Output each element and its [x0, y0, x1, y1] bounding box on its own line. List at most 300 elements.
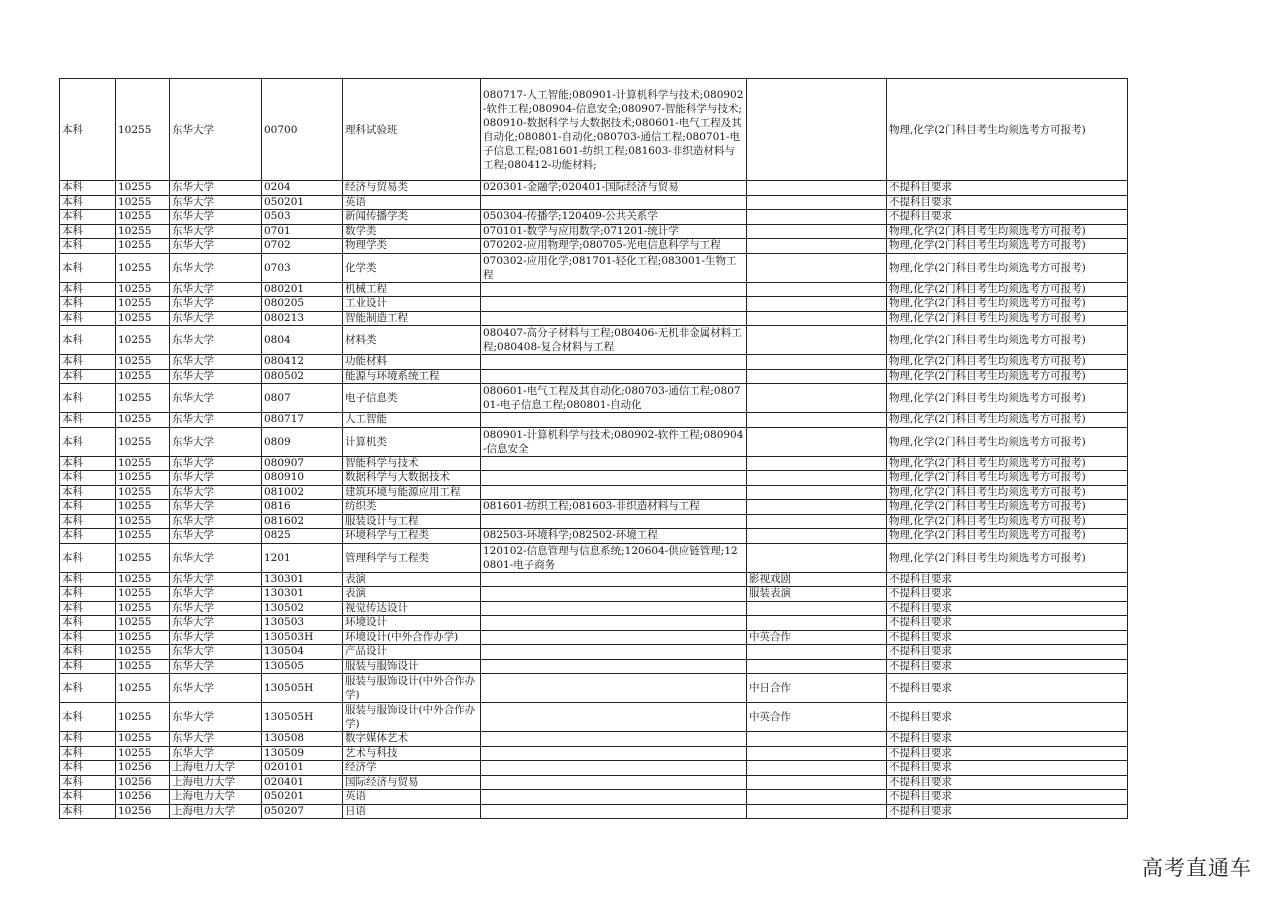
- subject-requirement-cell: 物理,化学(2门科目考生均须选考方可报考): [887, 413, 1128, 428]
- school-code-cell: 10255: [116, 297, 170, 312]
- remark-cell: [747, 384, 887, 413]
- remark-cell: [747, 471, 887, 486]
- school-code-cell: 10255: [116, 413, 170, 428]
- table-row: [60, 804, 1128, 819]
- school-name-cell: 东华大学: [170, 210, 262, 225]
- major-code-cell: 080205: [262, 297, 343, 312]
- level-cell: 本科: [60, 471, 116, 486]
- table-row: [60, 326, 1128, 355]
- school-name-cell: 东华大学: [170, 369, 262, 384]
- school-code-cell: 10255: [116, 355, 170, 370]
- subject-requirement-cell: 不提科目要求: [887, 195, 1128, 210]
- level-cell: 本科: [60, 326, 116, 355]
- major-code-cell: 0804: [262, 326, 343, 355]
- subject-requirement-cell: 物理,化学(2门科目考生均须选考方可报考): [887, 543, 1128, 572]
- remark-cell: [747, 804, 887, 819]
- subject-requirement-cell: 不提科目要求: [887, 659, 1128, 674]
- school-name-cell: 东华大学: [170, 616, 262, 631]
- school-code-cell: 10255: [116, 224, 170, 239]
- major-name-cell: 工业设计: [343, 297, 481, 312]
- included-majors-cell: 120102-信息管理与信息系统;120604-供应链管理;120801-电子商务: [481, 543, 747, 572]
- level-cell: 本科: [60, 645, 116, 660]
- included-majors-cell: [481, 645, 747, 660]
- school-name-cell: 东华大学: [170, 456, 262, 471]
- subject-requirement-cell: 不提科目要求: [887, 601, 1128, 616]
- subject-requirement-cell: 不提科目要求: [887, 572, 1128, 587]
- included-majors-cell: [481, 471, 747, 486]
- table-row: [60, 297, 1128, 312]
- school-name-cell: 东华大学: [170, 645, 262, 660]
- included-majors-cell: 081601-纺织工程;081603-非织造材料与工程: [481, 500, 747, 515]
- major-code-cell: 0807: [262, 384, 343, 413]
- major-code-cell: 050201: [262, 790, 343, 805]
- major-code-cell: 1201: [262, 543, 343, 572]
- level-cell: 本科: [60, 746, 116, 761]
- level-cell: 本科: [60, 239, 116, 254]
- school-code-cell: 10255: [116, 311, 170, 326]
- remark-cell: 中英合作: [747, 703, 887, 732]
- included-majors-cell: 070101-数学与应用数学;071201-统计学: [481, 224, 747, 239]
- major-code-cell: 130509: [262, 746, 343, 761]
- level-cell: 本科: [60, 413, 116, 428]
- school-code-cell: 10256: [116, 761, 170, 776]
- remark-cell: [747, 195, 887, 210]
- school-name-cell: 上海电力大学: [170, 804, 262, 819]
- major-name-cell: 计算机类: [343, 427, 481, 456]
- major-code-cell: 130503: [262, 616, 343, 631]
- subject-requirement-cell: 物理,化学(2门科目考生均须选考方可报考): [887, 239, 1128, 254]
- level-cell: 本科: [60, 572, 116, 587]
- remark-cell: [747, 529, 887, 544]
- included-majors-cell: [481, 485, 747, 500]
- school-code-cell: 10255: [116, 384, 170, 413]
- major-name-cell: 服装与服饰设计(中外合作办学): [343, 674, 481, 703]
- major-code-cell: 0825: [262, 529, 343, 544]
- school-code-cell: 10255: [116, 239, 170, 254]
- remark-cell: [747, 732, 887, 747]
- major-name-cell: 环境设计: [343, 616, 481, 631]
- school-code-cell: 10255: [116, 195, 170, 210]
- school-code-cell: 10255: [116, 500, 170, 515]
- subject-requirement-cell: 物理,化学(2门科目考生均须选考方可报考): [887, 282, 1128, 297]
- school-name-cell: 东华大学: [170, 239, 262, 254]
- subject-requirement-cell: 不提科目要求: [887, 790, 1128, 805]
- major-name-cell: 化学类: [343, 253, 481, 282]
- school-code-cell: 10256: [116, 790, 170, 805]
- school-code-cell: 10255: [116, 645, 170, 660]
- major-name-cell: 英语: [343, 790, 481, 805]
- level-cell: 本科: [60, 804, 116, 819]
- included-majors-cell: 070302-应用化学;081701-轻化工程;083001-生物工程: [481, 253, 747, 282]
- table-row: [60, 413, 1128, 428]
- major-code-cell: 080502: [262, 369, 343, 384]
- major-name-cell: 服装设计与工程: [343, 514, 481, 529]
- subject-requirement-cell: 不提科目要求: [887, 761, 1128, 776]
- major-code-cell: 130505H: [262, 674, 343, 703]
- subject-requirement-cell: 物理,化学(2门科目考生均须选考方可报考): [887, 311, 1128, 326]
- included-majors-cell: [481, 456, 747, 471]
- table-row: [60, 181, 1128, 196]
- subject-requirement-cell: 不提科目要求: [887, 210, 1128, 225]
- table-row: [60, 500, 1128, 515]
- school-code-cell: 10255: [116, 703, 170, 732]
- school-code-cell: 10255: [116, 181, 170, 196]
- major-code-cell: 130503H: [262, 630, 343, 645]
- major-code-cell: 130505: [262, 659, 343, 674]
- remark-cell: [747, 355, 887, 370]
- subject-requirement-cell: 物理,化学(2门科目考生均须选考方可报考): [887, 471, 1128, 486]
- major-name-cell: 国际经济与贸易: [343, 775, 481, 790]
- school-code-cell: 10255: [116, 674, 170, 703]
- major-name-cell: 数字媒体艺术: [343, 732, 481, 747]
- subject-requirement-cell: 物理,化学(2门科目考生均须选考方可报考): [887, 514, 1128, 529]
- level-cell: 本科: [60, 210, 116, 225]
- remark-cell: [747, 239, 887, 254]
- included-majors-cell: [481, 804, 747, 819]
- included-majors-cell: [481, 514, 747, 529]
- remark-cell: [747, 326, 887, 355]
- school-code-cell: 10255: [116, 587, 170, 602]
- subject-requirement-cell: 物理,化学(2门科目考生均须选考方可报考): [887, 529, 1128, 544]
- table-row: [60, 485, 1128, 500]
- table-row: [60, 732, 1128, 747]
- level-cell: 本科: [60, 500, 116, 515]
- included-majors-cell: [481, 616, 747, 631]
- level-cell: 本科: [60, 790, 116, 805]
- subject-requirement-cell: 不提科目要求: [887, 630, 1128, 645]
- included-majors-cell: [481, 601, 747, 616]
- level-cell: 本科: [60, 355, 116, 370]
- remark-cell: [747, 514, 887, 529]
- included-majors-cell: [481, 790, 747, 805]
- major-name-cell: 经济学: [343, 761, 481, 776]
- school-code-cell: 10255: [116, 659, 170, 674]
- level-cell: 本科: [60, 514, 116, 529]
- major-name-cell: 表演: [343, 572, 481, 587]
- subject-requirement-cell: 物理,化学(2门科目考生均须选考方可报考): [887, 485, 1128, 500]
- remark-cell: [747, 659, 887, 674]
- table-row: [60, 282, 1128, 297]
- major-name-cell: 功能材料: [343, 355, 481, 370]
- table-row: [60, 369, 1128, 384]
- school-name-cell: 东华大学: [170, 413, 262, 428]
- remark-cell: [747, 485, 887, 500]
- subject-requirement-cell: 物理,化学(2门科目考生均须选考方可报考): [887, 224, 1128, 239]
- subject-requirement-cell: 物理,化学(2门科目考生均须选考方可报考): [887, 326, 1128, 355]
- school-name-cell: 东华大学: [170, 326, 262, 355]
- level-cell: 本科: [60, 195, 116, 210]
- subject-requirement-cell: 不提科目要求: [887, 587, 1128, 602]
- included-majors-cell: [481, 297, 747, 312]
- level-cell: 本科: [60, 224, 116, 239]
- school-code-cell: 10255: [116, 514, 170, 529]
- remark-cell: 影视戏剧: [747, 572, 887, 587]
- school-name-cell: 东华大学: [170, 500, 262, 515]
- included-majors-cell: [481, 311, 747, 326]
- major-name-cell: 环境科学与工程类: [343, 529, 481, 544]
- included-majors-cell: 082503-环境科学;082502-环境工程: [481, 529, 747, 544]
- included-majors-cell: [481, 587, 747, 602]
- school-code-cell: 10255: [116, 456, 170, 471]
- major-name-cell: 纺织类: [343, 500, 481, 515]
- school-code-cell: 10255: [116, 485, 170, 500]
- included-majors-cell: [481, 195, 747, 210]
- table-row: [60, 195, 1128, 210]
- level-cell: 本科: [60, 427, 116, 456]
- subject-requirement-cell: 不提科目要求: [887, 703, 1128, 732]
- major-name-cell: 物理学类: [343, 239, 481, 254]
- school-name-cell: 东华大学: [170, 297, 262, 312]
- major-name-cell: 能源与环境系统工程: [343, 369, 481, 384]
- school-code-cell: 10255: [116, 572, 170, 587]
- major-code-cell: 050207: [262, 804, 343, 819]
- included-majors-cell: [481, 369, 747, 384]
- included-majors-cell: [481, 761, 747, 776]
- school-name-cell: 东华大学: [170, 224, 262, 239]
- remark-cell: [747, 311, 887, 326]
- major-code-cell: 020401: [262, 775, 343, 790]
- included-majors-cell: [481, 674, 747, 703]
- major-code-cell: 080907: [262, 456, 343, 471]
- included-majors-cell: [481, 630, 747, 645]
- major-name-cell: 理科试验班: [343, 79, 481, 181]
- table-row: [60, 210, 1128, 225]
- table-row: [60, 630, 1128, 645]
- major-code-cell: 130301: [262, 572, 343, 587]
- school-code-cell: 10255: [116, 471, 170, 486]
- major-name-cell: 电子信息类: [343, 384, 481, 413]
- school-name-cell: 东华大学: [170, 355, 262, 370]
- remark-cell: 服装表演: [747, 587, 887, 602]
- table-row: [60, 645, 1128, 660]
- level-cell: 本科: [60, 282, 116, 297]
- school-name-cell: 上海电力大学: [170, 775, 262, 790]
- remark-cell: [747, 500, 887, 515]
- remark-cell: [747, 775, 887, 790]
- major-name-cell: 服装与服饰设计: [343, 659, 481, 674]
- school-name-cell: 东华大学: [170, 311, 262, 326]
- remark-cell: [747, 790, 887, 805]
- major-code-cell: 130301: [262, 587, 343, 602]
- table-row: [60, 427, 1128, 456]
- school-code-cell: 10255: [116, 630, 170, 645]
- school-name-cell: 东华大学: [170, 543, 262, 572]
- admission-subject-table: [59, 78, 1128, 819]
- major-code-cell: 081602: [262, 514, 343, 529]
- subject-requirement-cell: 物理,化学(2门科目考生均须选考方可报考): [887, 384, 1128, 413]
- major-code-cell: 0204: [262, 181, 343, 196]
- school-name-cell: 东华大学: [170, 253, 262, 282]
- school-name-cell: 东华大学: [170, 485, 262, 500]
- major-code-cell: 080201: [262, 282, 343, 297]
- major-code-cell: 0503: [262, 210, 343, 225]
- school-code-cell: 10255: [116, 543, 170, 572]
- included-majors-cell: 050304-传播学;120409-公共关系学: [481, 210, 747, 225]
- school-name-cell: 东华大学: [170, 384, 262, 413]
- level-cell: 本科: [60, 674, 116, 703]
- remark-cell: [747, 616, 887, 631]
- subject-requirement-cell: 物理,化学(2门科目考生均须选考方可报考): [887, 79, 1128, 181]
- school-name-cell: 东华大学: [170, 79, 262, 181]
- school-name-cell: 东华大学: [170, 703, 262, 732]
- subject-requirement-cell: 不提科目要求: [887, 181, 1128, 196]
- table-row: [60, 746, 1128, 761]
- school-name-cell: 上海电力大学: [170, 761, 262, 776]
- school-name-cell: 东华大学: [170, 630, 262, 645]
- school-name-cell: 东华大学: [170, 587, 262, 602]
- major-code-cell: 081002: [262, 485, 343, 500]
- major-code-cell: 0702: [262, 239, 343, 254]
- major-name-cell: 视觉传达设计: [343, 601, 481, 616]
- table-row: [60, 514, 1128, 529]
- level-cell: 本科: [60, 384, 116, 413]
- major-name-cell: 表演: [343, 587, 481, 602]
- included-majors-cell: [481, 732, 747, 747]
- table-row: [60, 471, 1128, 486]
- included-majors-cell: [481, 659, 747, 674]
- major-name-cell: 日语: [343, 804, 481, 819]
- school-name-cell: 东华大学: [170, 195, 262, 210]
- school-name-cell: 东华大学: [170, 181, 262, 196]
- remark-cell: [747, 645, 887, 660]
- level-cell: 本科: [60, 703, 116, 732]
- level-cell: 本科: [60, 587, 116, 602]
- remark-cell: [747, 543, 887, 572]
- major-name-cell: 英语: [343, 195, 481, 210]
- major-name-cell: 艺术与科技: [343, 746, 481, 761]
- school-name-cell: 东华大学: [170, 471, 262, 486]
- major-name-cell: 人工智能: [343, 413, 481, 428]
- level-cell: 本科: [60, 732, 116, 747]
- major-name-cell: 新闻传播学类: [343, 210, 481, 225]
- subject-requirement-cell: 不提科目要求: [887, 732, 1128, 747]
- level-cell: 本科: [60, 529, 116, 544]
- school-code-cell: 10255: [116, 601, 170, 616]
- school-name-cell: 东华大学: [170, 674, 262, 703]
- major-code-cell: 080412: [262, 355, 343, 370]
- school-name-cell: 东华大学: [170, 282, 262, 297]
- table-row: [60, 253, 1128, 282]
- major-code-cell: 020101: [262, 761, 343, 776]
- table-row: [60, 761, 1128, 776]
- school-name-cell: 东华大学: [170, 601, 262, 616]
- remark-cell: [747, 761, 887, 776]
- remark-cell: [747, 369, 887, 384]
- school-name-cell: 东华大学: [170, 427, 262, 456]
- major-code-cell: 130505H: [262, 703, 343, 732]
- school-code-cell: 10255: [116, 326, 170, 355]
- included-majors-cell: 020301-金融学;020401-国际经济与贸易: [481, 181, 747, 196]
- table-row: [60, 659, 1128, 674]
- table-row: [60, 456, 1128, 471]
- major-name-cell: 服装与服饰设计(中外合作办学): [343, 703, 481, 732]
- subject-requirement-cell: 物理,化学(2门科目考生均须选考方可报考): [887, 500, 1128, 515]
- subject-requirement-cell: 不提科目要求: [887, 645, 1128, 660]
- table-row: [60, 587, 1128, 602]
- remark-cell: [747, 79, 887, 181]
- major-code-cell: 130508: [262, 732, 343, 747]
- included-majors-cell: 080901-计算机科学与技术;080902-软件工程;080904-信息安全: [481, 427, 747, 456]
- major-name-cell: 数学类: [343, 224, 481, 239]
- table-row: [60, 79, 1128, 181]
- remark-cell: [747, 427, 887, 456]
- school-code-cell: 10255: [116, 746, 170, 761]
- school-code-cell: 10255: [116, 282, 170, 297]
- included-majors-cell: [481, 746, 747, 761]
- subject-requirement-cell: 物理,化学(2门科目考生均须选考方可报考): [887, 427, 1128, 456]
- included-majors-cell: [481, 413, 747, 428]
- major-name-cell: 建筑环境与能源应用工程: [343, 485, 481, 500]
- remark-cell: [747, 210, 887, 225]
- remark-cell: [747, 224, 887, 239]
- included-majors-cell: [481, 775, 747, 790]
- major-code-cell: 00700: [262, 79, 343, 181]
- major-name-cell: 管理科学与工程类: [343, 543, 481, 572]
- remark-cell: [747, 181, 887, 196]
- table-row: [60, 790, 1128, 805]
- included-majors-cell: [481, 355, 747, 370]
- school-code-cell: 10255: [116, 529, 170, 544]
- level-cell: 本科: [60, 297, 116, 312]
- included-majors-cell: 080407-高分子材料与工程;080406-无机非金属材料工程;080408-复合材料与工程: [481, 326, 747, 355]
- table-row: [60, 543, 1128, 572]
- subject-requirement-cell: 物理,化学(2门科目考生均须选考方可报考): [887, 253, 1128, 282]
- table-row: [60, 616, 1128, 631]
- school-code-cell: 10255: [116, 732, 170, 747]
- subject-requirement-cell: 物理,化学(2门科目考生均须选考方可报考): [887, 297, 1128, 312]
- major-code-cell: 0809: [262, 427, 343, 456]
- level-cell: 本科: [60, 630, 116, 645]
- remark-cell: [747, 601, 887, 616]
- school-code-cell: 10255: [116, 369, 170, 384]
- remark-cell: [747, 282, 887, 297]
- subject-requirement-cell: 不提科目要求: [887, 616, 1128, 631]
- remark-cell: 中英合作: [747, 630, 887, 645]
- major-code-cell: 0816: [262, 500, 343, 515]
- level-cell: 本科: [60, 253, 116, 282]
- major-name-cell: 机械工程: [343, 282, 481, 297]
- table-row: [60, 674, 1128, 703]
- level-cell: 本科: [60, 659, 116, 674]
- level-cell: 本科: [60, 616, 116, 631]
- subject-requirement-cell: 物理,化学(2门科目考生均须选考方可报考): [887, 355, 1128, 370]
- major-name-cell: 数据科学与大数据技术: [343, 471, 481, 486]
- subject-requirement-cell: 不提科目要求: [887, 674, 1128, 703]
- subject-requirement-cell: 物理,化学(2门科目考生均须选考方可报考): [887, 369, 1128, 384]
- table-row: [60, 601, 1128, 616]
- school-name-cell: 东华大学: [170, 529, 262, 544]
- remark-cell: [747, 456, 887, 471]
- school-code-cell: 10256: [116, 804, 170, 819]
- major-name-cell: 产品设计: [343, 645, 481, 660]
- included-majors-cell: [481, 703, 747, 732]
- table-row: [60, 355, 1128, 370]
- remark-cell: [747, 297, 887, 312]
- level-cell: 本科: [60, 181, 116, 196]
- major-code-cell: 080717: [262, 413, 343, 428]
- school-name-cell: 东华大学: [170, 659, 262, 674]
- subject-requirement-cell: 不提科目要求: [887, 746, 1128, 761]
- level-cell: 本科: [60, 775, 116, 790]
- major-code-cell: 0703: [262, 253, 343, 282]
- level-cell: 本科: [60, 456, 116, 471]
- included-majors-cell: [481, 572, 747, 587]
- major-code-cell: 080213: [262, 311, 343, 326]
- major-code-cell: 080910: [262, 471, 343, 486]
- table-row: [60, 703, 1128, 732]
- major-name-cell: 经济与贸易类: [343, 181, 481, 196]
- remark-cell: [747, 253, 887, 282]
